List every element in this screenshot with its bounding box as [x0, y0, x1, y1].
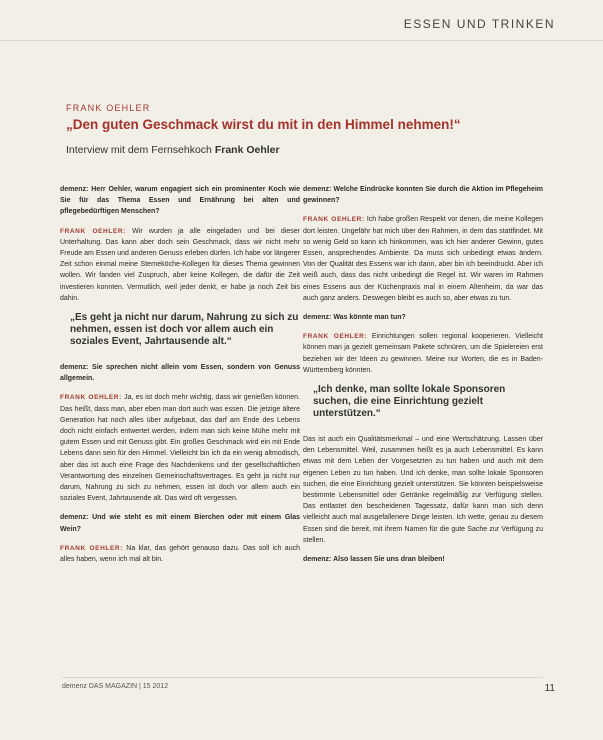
- answer-text: Wir wurden ja alle eingeladen und bei dieser Unterhaltung. Das kann aber doch sein Geschmack, dass wir nicht mehr Freude am Essen und anderen Genuss erleben dürfen. Ich habe vor längerer Zeit schon einmal meine Sterneköche-Kollegen für dieses Thema gewinnen wollen. Wir fanden viel Zuspruch, aber keine Kollegen, die dafür die Zeit investieren konnten. Vermutlich, weil jeder denkt, er habe ja noch Zeit bis dahin.: [60, 227, 300, 302]
- question: demenz: Also lassen Sie uns dran bleiben!: [303, 556, 445, 564]
- answer-text: Ich habe großen Respekt vor denen, die meine Kollegen dort leisten. Ungefähr hat mich über den Rahmen, in dem das stattfindet. Mit so wenig Geld so kann ich hinkommen, was ich hier anderer Gewinn, gutes Essen, ansprechendes Ambiente. Da muss sich unbedingt etwas ändern. Von der Qualität des Essens war ich dann, aber bin ich beeindruckt. Aber ich weiß auch, dass das nicht unbedingt die Regel ist. Wir waren im Rahmen eines Essens aus der Küchenpraxis mal in einem Altenheim, da war das auch ganz anders. Deswegen bleibt es auch so, aber etwas zu tun.: [303, 216, 543, 302]
- question: demenz: Was könnte man tun?: [303, 314, 406, 322]
- speaker-label: FRANK OEHLER:: [60, 394, 122, 402]
- answer-text: Einrichtungen sollen regional kooperieren. Vielleicht können man ja gezielt gemeinsam Pakete schnüren, um die Spielereien erst beziehen wir der Ideen zu gewinnen. Meine nur Worten, die es in Baden-Württemberg könnten.: [303, 333, 543, 374]
- answer: [60, 226, 300, 304]
- question: demenz: Sie sprechen nicht allein vom Essen, sondern von Genuss allgemein.: [60, 364, 300, 383]
- answer-text: Na klar, das gehört genauso dazu. Das soll ich auch alles haben, wenn ich mal alt bin.: [60, 544, 300, 564]
- subtitle: [66, 144, 280, 156]
- answer-text: Ja, es ist doch mehr wichtig, dass wir genießen können. Das heißt, dass man, aber eben man dort auch was essen. Die jetzige ältere Generation hat noch alles über aufgebaut, das darf am Ende des Lebens doch nicht einfach entwertet werden, indem man sich keine Mühe mehr mit gutem Essen und mit Genuss gibt. Ein großes Geschmack wird ein mit Ende Lebens dann sein für den Himmel. Vielleicht bin ich da ein wenig altmodisch, aber das ist auch eine Frage des Nachdenkens und der gesellschaftlichen Verantwortung des einzelnen Gemeinschaftsvertrages. Es geht ja nicht nur darum, Nahrung zu sich zu nehmen, essen ist doch vor allem auch ein soziales Event, Jahrtausende alt. Das wird oft vergessen.: [60, 394, 301, 503]
- question: demenz: Und wie steht es mit einem Bierchen oder mit einem Glas Wein?: [60, 514, 300, 533]
- question: demenz: Welche Eindrücke konnten Sie durch die Aktion im Pflegeheim gewinnen?: [303, 186, 543, 205]
- answer-text: Das ist auch ein Qualitätsmerkmal – und eine Wertschätzung. Lassen über den Lebensmittel. Weil, zusammen heißt es ja auch Lebensmittel. Es kann etwas mit dem Leben der Vorgesetzten zu tun haben und auch mit dem eigenen Leben zu tun haben. Und ich denke, man sollte lokale Sponsoren suchen, die eine Einrichtung gezielt unterstützen. Sie könnten beispielsweise bestimmte Lebensmittel oder Getränke regelmäßig zur Verfügung stellen. Das entlastet den bescheidenen Tagessatz, dafür kann man sich denn vielleicht auch mal ausgefallenere Dinge leisten. Ich wette, genau zu diesem Essen sind die bereit, mit ihrem Namen für die gute Sache zur Verfügung zu stellen.: [303, 436, 543, 544]
- right-column: [303, 184, 543, 573]
- speaker-label: FRANK OEHLER:: [60, 227, 126, 235]
- speaker-label: FRANK OEHLER:: [60, 544, 123, 552]
- question: demenz: Herr Oehler, warum engagiert sich ein prominenter Koch wie Sie für das Thema Essen und Ernährung bei alten und pflegebedürftigen Menschen?: [60, 186, 300, 216]
- answer: [303, 214, 543, 304]
- pull-quote: „Ich denke, man sollte lokale Sponsoren suchen, die eine Einrichtung gezielt unterstützen.“: [313, 384, 506, 420]
- byline: FRANK OEHLER: [66, 103, 151, 113]
- answer: [60, 392, 300, 504]
- speaker-label: FRANK OEHLER:: [303, 333, 368, 341]
- answer: [303, 331, 543, 376]
- page-number: 11: [544, 683, 555, 694]
- left-column: [60, 184, 300, 573]
- magazine-footer: demenz DAS MAGAZIN | 15 2012: [62, 683, 169, 690]
- speaker-label: FRANK OEHLER:: [303, 216, 365, 224]
- answer: [60, 543, 300, 565]
- header-rule: [0, 40, 603, 41]
- pull-quote: „Es geht ja nicht nur darum, Nahrung zu sich zu nehmen, essen ist doch vor allem auch ein soziales Event, Jahrtausende alt.“: [70, 312, 299, 348]
- footer-rule: [62, 677, 543, 678]
- headline: „Den guten Geschmack wirst du mit in den Himmel nehmen!“: [66, 117, 461, 132]
- subtitle-prefix: Interview mit dem Fernsehkoch: [66, 144, 215, 156]
- subtitle-name: Frank Oehler: [214, 144, 280, 156]
- section-label: ESSEN UND TRINKEN: [403, 17, 555, 31]
